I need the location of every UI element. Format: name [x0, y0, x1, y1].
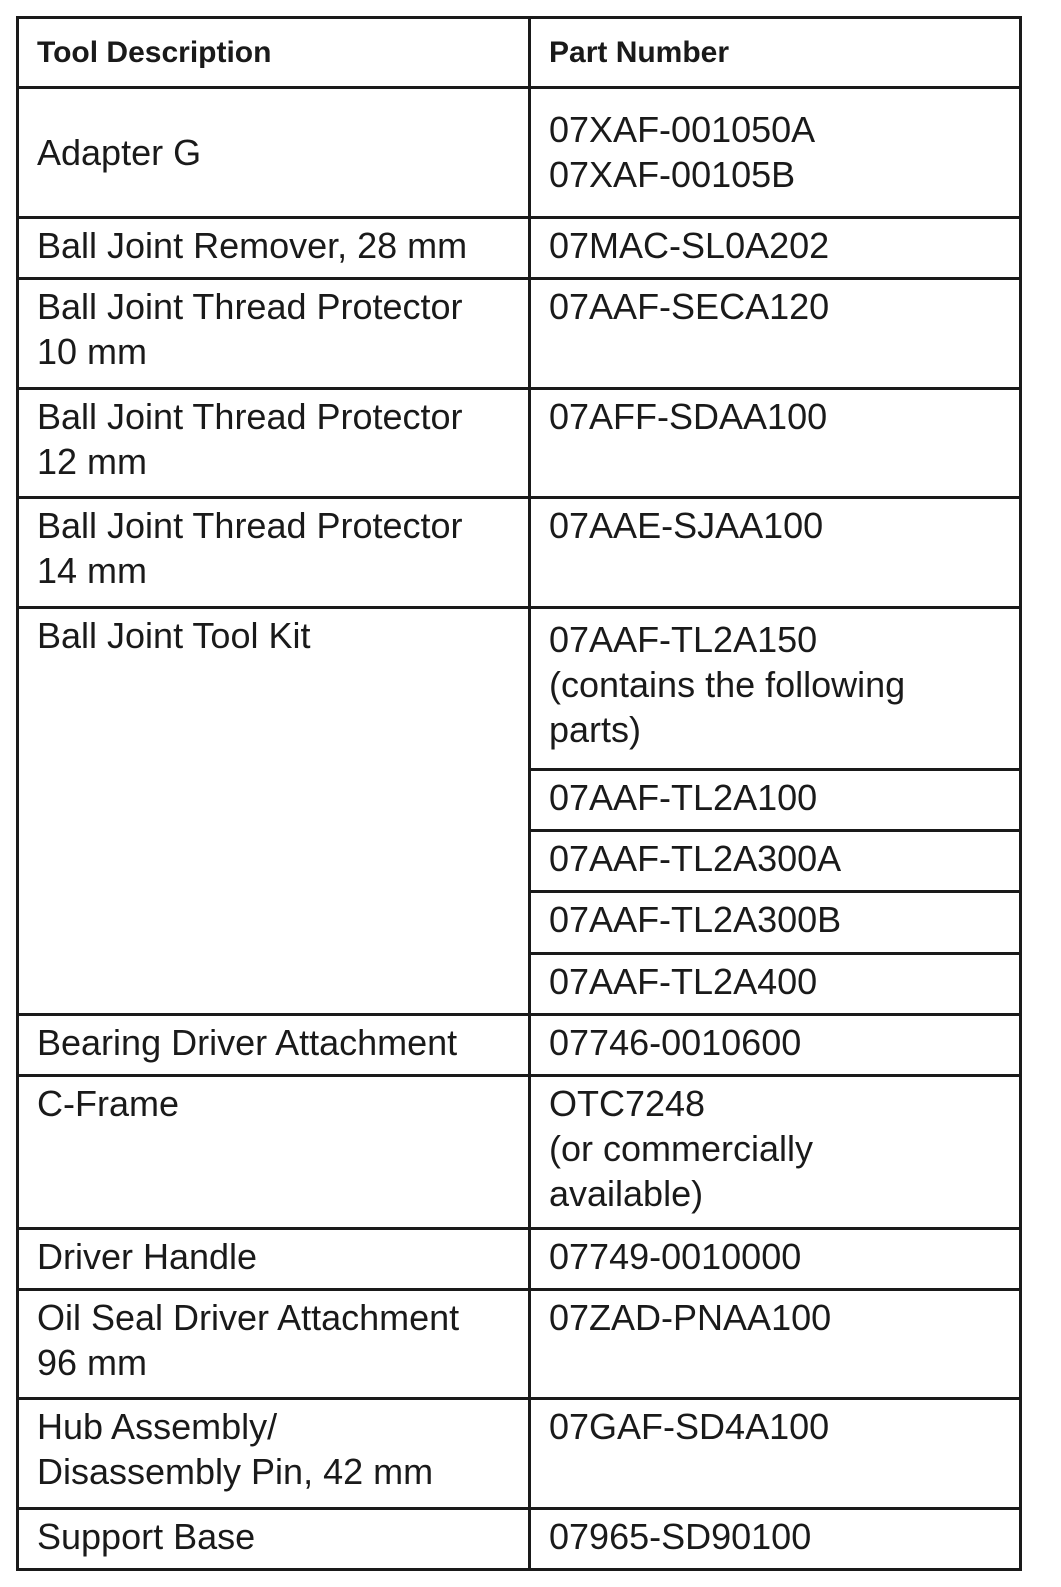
part-number-cell [530, 87, 1021, 218]
table-row [18, 1289, 1021, 1399]
part-number-cell [530, 1075, 1021, 1228]
part-note: parts) [549, 708, 642, 750]
part-note: (or commercially [549, 1127, 814, 1169]
part-note: available) [549, 1172, 704, 1214]
tool-description-cell: C-Frame [18, 1075, 530, 1228]
tool-description-cell: Support Base [18, 1508, 530, 1569]
table-row [18, 388, 1021, 498]
header-part-number: Part Number [530, 18, 1021, 88]
table-row [18, 1399, 1021, 1509]
tool-description-line: Ball Joint Thread Protector [37, 395, 463, 437]
tool-description-line: Ball Joint Thread Protector [37, 286, 463, 328]
tool-description-cell [18, 498, 530, 608]
table-row [18, 607, 1021, 769]
table-row [18, 1228, 1021, 1289]
table-row [18, 1508, 1021, 1569]
table-row [18, 1014, 1021, 1075]
part-number: 07AAF-TL2A150 [549, 618, 818, 660]
tool-description-line: Hub Assembly/ [37, 1406, 278, 1448]
part-number-cell: 07AAF-TL2A300B [530, 892, 1021, 953]
tool-description-cell: Ball Joint Remover, 28 mm [18, 218, 530, 279]
tool-description-cell [18, 279, 530, 389]
part-number-cell: 07ZAD-PNAA100 [530, 1289, 1021, 1399]
tool-description-cell: Driver Handle [18, 1228, 530, 1289]
part-number-cell: 07AAF-TL2A400 [530, 953, 1021, 1014]
tool-description-line: 10 mm [37, 331, 148, 373]
table-row [18, 218, 1021, 279]
table-row [18, 279, 1021, 389]
table-row [18, 87, 1021, 218]
part-number-cell: 07AAF-SECA120 [530, 279, 1021, 389]
part-number-cell [530, 607, 1021, 769]
table-row [18, 1075, 1021, 1228]
part-number-cell: 07AAF-TL2A300A [530, 831, 1021, 892]
table-row [18, 498, 1021, 608]
tool-description-line: 96 mm [37, 1341, 148, 1383]
tool-description-line: 12 mm [37, 440, 148, 482]
tool-description-cell [18, 388, 530, 498]
tool-description-line: 14 mm [37, 550, 148, 592]
part-number-cell: 07GAF-SD4A100 [530, 1399, 1021, 1509]
tool-description-cell: Ball Joint Tool Kit [18, 607, 530, 1014]
tool-description-line: Oil Seal Driver Attachment [37, 1296, 460, 1338]
tool-description-line: Ball Joint Thread Protector [37, 505, 463, 547]
tool-description-cell: Adapter G [18, 87, 530, 218]
part-number-cell: 07746-0010600 [530, 1014, 1021, 1075]
part-number-cell: 07965-SD90100 [530, 1508, 1021, 1569]
part-number-cell: 07AAF-TL2A100 [530, 770, 1021, 831]
special-tools-table [16, 16, 1022, 1571]
tool-description-cell [18, 1399, 530, 1509]
part-number-cell: 07AAE-SJAA100 [530, 498, 1021, 608]
part-number-cell: 07AFF-SDAA100 [530, 388, 1021, 498]
part-number: 07XAF-001050A [549, 109, 816, 151]
table-header-row [18, 18, 1021, 88]
part-number: 07XAF-00105B [549, 154, 796, 196]
part-number-cell: 07749-0010000 [530, 1228, 1021, 1289]
tool-description-cell: Bearing Driver Attachment [18, 1014, 530, 1075]
part-number: OTC7248 [549, 1082, 706, 1124]
header-tool-description: Tool Description [18, 18, 530, 88]
tool-description-cell [18, 1289, 530, 1399]
part-number-cell: 07MAC-SL0A202 [530, 218, 1021, 279]
tool-description-line: Disassembly Pin, 42 mm [37, 1451, 434, 1493]
part-note: (contains the following [549, 663, 906, 705]
